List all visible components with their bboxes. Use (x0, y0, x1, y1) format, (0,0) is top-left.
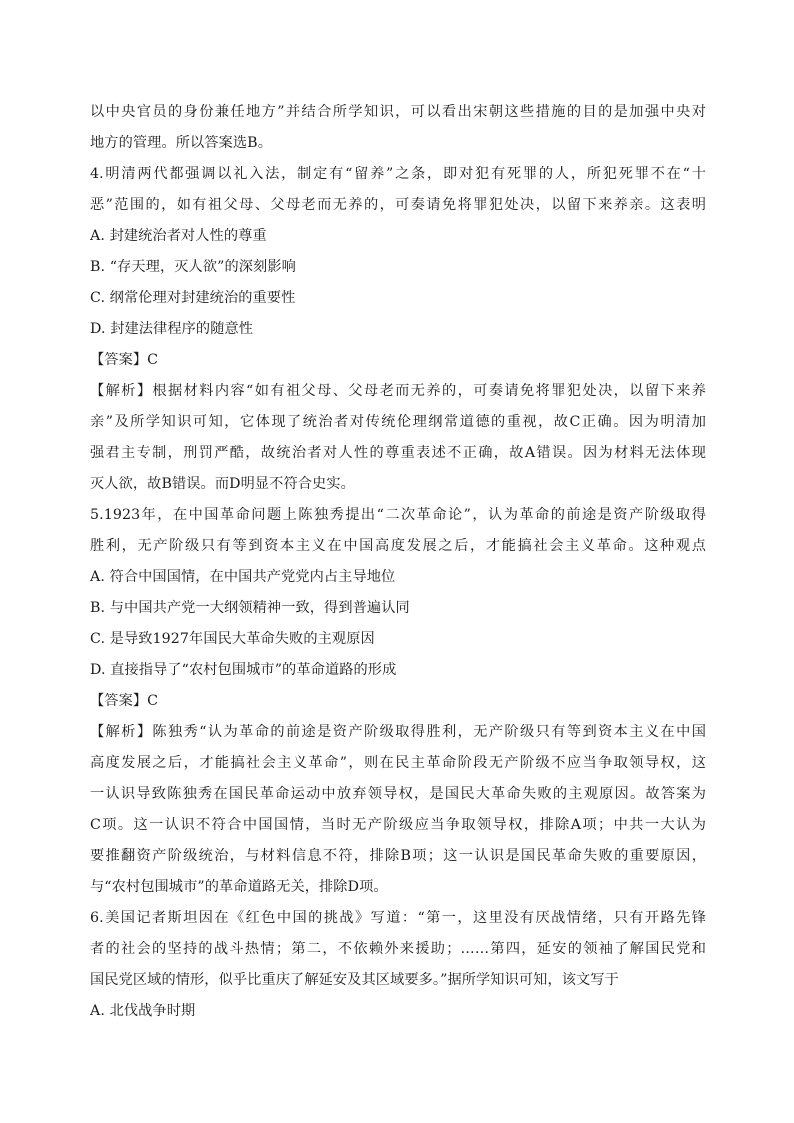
question-5-option-d: D. 直接指导了“农村包围城市”的革命道路的形成 (90, 662, 397, 678)
question-5-stem: 5.1923年，在中国革命问题上陈独秀提出“二次革命论”，认为革命的前途是资产阶级取得 (90, 507, 706, 523)
question-4-answer: 【答案】C (90, 352, 159, 368)
question-6-stem: 国民党区域的情形，似乎比重庆了解延安及其区域要多。”据所学知识可知，该文写于 (90, 972, 619, 988)
question-6-stem: 6.美国记者斯坦因在《红色中国的挑战》写道：“第一，这里没有厌战情绪，只有开路先锋 (90, 910, 706, 926)
question-5-option-a: A. 符合中国国情，在中国共产党党内占主导地位 (90, 569, 396, 585)
question-5-answer: 【答案】C (90, 693, 159, 709)
question-6-stem: 者的社会的坚持的战斗热情；第二，不依赖外来援助；……第四，延安的领袖了解国民党和 (90, 941, 706, 957)
question-5-option-c: C. 是导致1927年国民大革命失败的主观原因 (90, 631, 375, 647)
question-6-option-a: A. 北伐战争时期 (90, 1003, 196, 1019)
question-4-option-d: D. 封建法律程序的随意性 (90, 321, 254, 337)
question-5-analysis: C项。这一认识不符合中国国情，当时无产阶级应当争取领导权，排除A项；中共一大认为 (90, 817, 706, 833)
question-5-analysis: 高度发展之后，才能搞社会主义革命”，则在民主革命阶段无产阶级不应当争取领导权，这 (90, 755, 706, 771)
question-4-option-c: C. 纲常伦理对封建统治的重要性 (90, 290, 296, 306)
question-5-stem: 胜利，无产阶级只有等到资本主义在中国高度发展之后，才能搞社会主义革命。这种观点 (90, 538, 706, 554)
question-4-stem: 4.明清两代都强调以礼入法，制定有“留养”之条，即对犯有死罪的人，所犯死罪不在“十 (90, 166, 706, 182)
question-4-analysis: 亲”及所学知识可知，它体现了统治者对传统伦理纲常道德的重视，故C正确。因为明清加 (90, 414, 706, 430)
question-5-analysis: 要推翻资产阶级统治，与材料信息不符，排除B项；这一认识是国民革命失败的重要原因， (90, 848, 706, 864)
question-5-analysis: 【解析】陈独秀“认为革命的前途是资产阶级取得胜利，无产阶级只有等到资本主义在中国 (90, 724, 706, 740)
question-4-analysis: 强君主专制，刑罚严酷，故统治者对人性的尊重表述不正确，故A错误。因为材料无法体现 (90, 445, 706, 461)
page-content (90, 97, 706, 1027)
text-line: 以中央官员的身份兼任地方”并结合所学知识，可以看出宋朝这些措施的目的是加强中央对 (90, 104, 706, 120)
question-4-analysis: 灭人欲，故B错误。而D明显不符合史实。 (90, 476, 355, 492)
question-5-analysis: 与“农村包围城市”的革命道路无关，排除D项。 (90, 879, 388, 895)
text-line: 地方的管理。所以答案选B。 (90, 135, 272, 151)
question-5-analysis: 一认识导致陈独秀在国民革命运动中放弃领导权，是国民大革命失败的主观原因。故答案为 (90, 786, 706, 802)
question-4-analysis: 【解析】根据材料内容“如有祖父母、父母老而无养的，可奏请免将罪犯处决，以留下来养 (90, 383, 706, 399)
question-4-stem: 恶”范围的，如有祖父母、父母老而无养的，可奏请免将罪犯处决，以留下来养亲。这表明 (90, 197, 706, 213)
question-4-option-a: A. 封建统治者对人性的尊重 (90, 228, 267, 244)
question-4-option-b: B. “存天理，灭人欲”的深刻影响 (90, 259, 296, 275)
question-5-option-b: B. 与中国共产党一大纲领精神一致，得到普遍认同 (90, 600, 410, 616)
